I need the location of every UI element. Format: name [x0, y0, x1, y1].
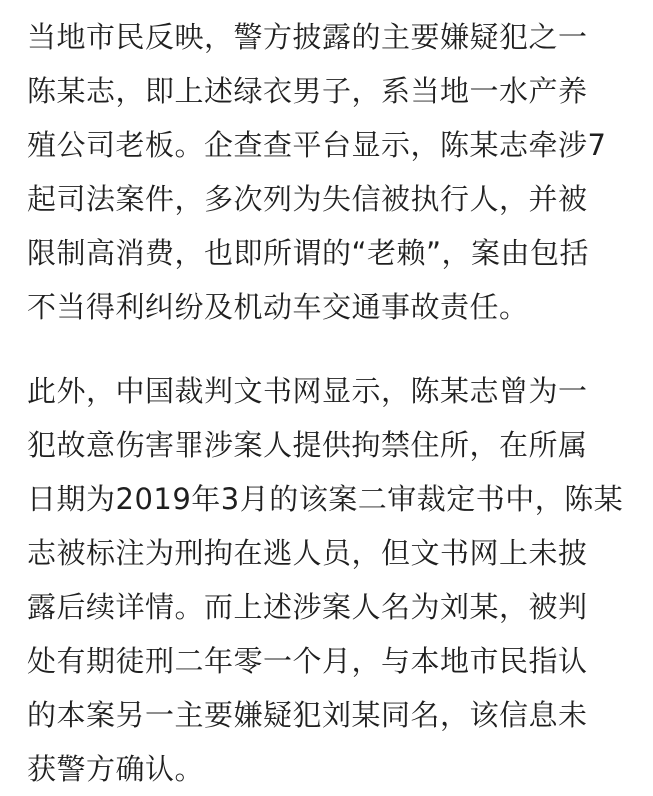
text-line: 处有期徒刑二年零一个月，与本地市民指认	[27, 644, 588, 678]
text-line: 起司法案件，多次列为失信被执行人，并被	[27, 182, 588, 216]
text-line: 此外，中国裁判文书网显示，陈某志曾为一	[27, 374, 588, 408]
text-line: 的本案另一主要嫌疑犯刘某同名，该信息未	[27, 698, 588, 732]
text-line: 志被标注为刑拘在逃人员，但文书网上未披	[27, 536, 588, 570]
text-line: 犯故意伤害罪涉案人提供拘禁住所，在所属	[27, 428, 588, 462]
text-line: 限制高消费，也即所谓的“老赖”，案由包括	[27, 236, 590, 270]
text-line: 不当得利纠纷及机动车交通事故责任。	[27, 290, 529, 324]
text-line: 当地市民反映，警方披露的主要嫌疑犯之一	[27, 20, 588, 54]
text-line: 获警方确认。	[27, 752, 205, 786]
paragraph-1	[27, 0, 639, 334]
article-body	[27, 0, 639, 796]
text-line: 露后续详情。而上述涉案人名为刘某，被判	[27, 590, 588, 624]
paragraph-2	[27, 334, 639, 796]
text-line: 日期为2019年3月的该案二审裁定书中，陈某	[27, 482, 624, 516]
text-line: 殖公司老板。企查查平台显示，陈某志牵涉7	[27, 128, 607, 162]
text-line: 陈某志，即上述绿衣男子，系当地一水产养	[27, 74, 588, 108]
